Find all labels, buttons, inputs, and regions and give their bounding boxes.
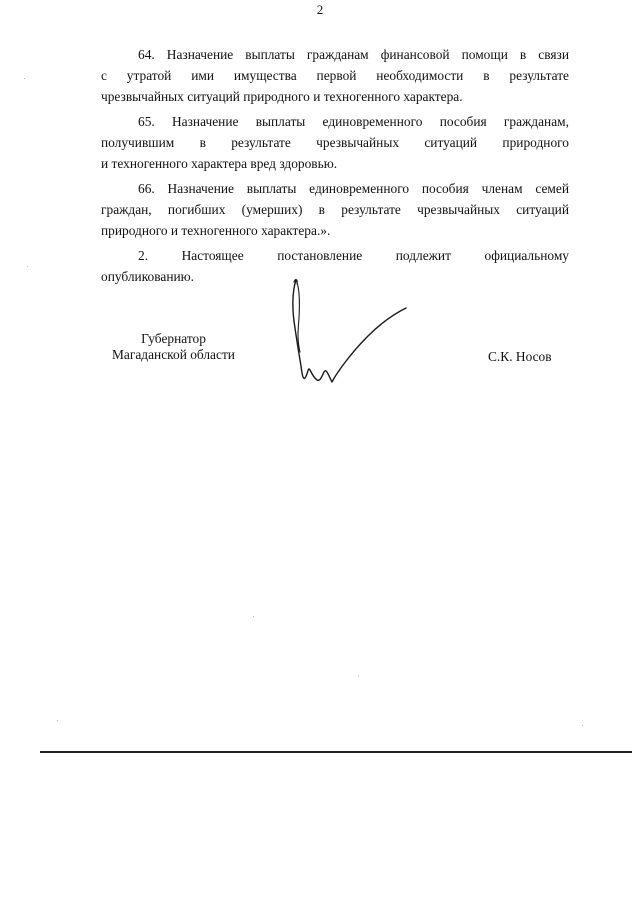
text-line: с утратой ими имущества первой необходимости в результате [101,68,569,83]
paragraph-65 [101,111,569,174]
text-line: получившим в результате чрезвычайных ситуаций природного [101,135,569,150]
document-body [101,44,569,291]
page-number: 2 [316,2,324,17]
horizontal-rule [40,751,632,753]
text-line: граждан, погибших (умерших) в результате чрезвычайных ситуаций [101,202,569,217]
text-line: опубликованию. [101,269,195,284]
text-line: чрезвычайных ситуаций природного и техногенного характера. [101,89,463,104]
text-line: 2. Настоящее постановление подлежит официальному [138,248,569,263]
paragraph-64 [101,44,569,107]
signatory-title [101,331,246,363]
text-line: и техногенного характера вред здоровью. [101,156,338,171]
signatory-title-line2: Магаданской области [112,347,235,362]
text-line: 65. Назначение выплаты единовременного пособия гражданам, [138,114,569,129]
scan-speck [24,78,25,79]
text-line: 64. Назначение выплаты гражданам финансовой помощи в связи [138,47,569,62]
handwritten-signature [280,270,415,395]
scan-speck [358,676,359,677]
scan-speck [27,266,28,267]
signatory-name: С.К. Носов [488,349,552,364]
text-line: 66. Назначение выплаты единовременного пособия членам семей [138,181,569,196]
scan-speck [582,725,583,726]
signatory-title-line1: Губернатор [141,331,206,346]
scan-speck [253,616,254,617]
text-line: природного и техногенного характера.». [101,223,331,238]
scan-speck [57,720,58,721]
paragraph-66 [101,178,569,241]
